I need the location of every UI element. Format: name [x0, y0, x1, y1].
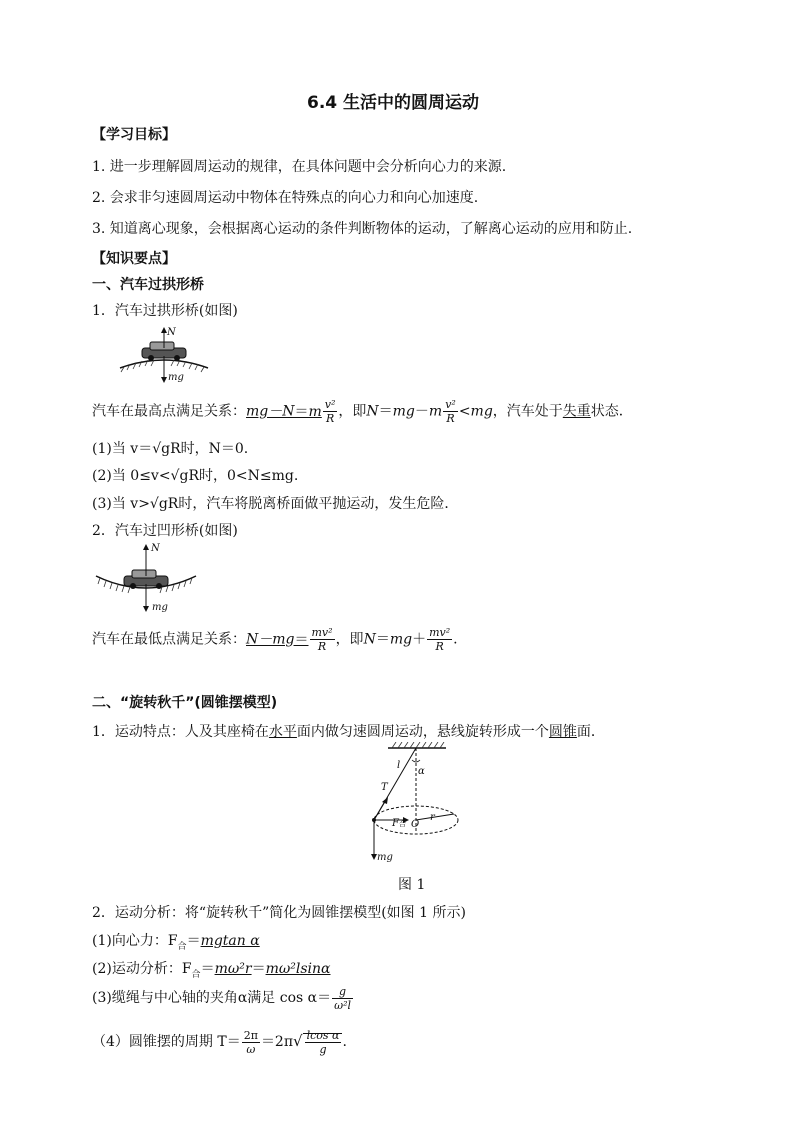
conical-pendulum-figure	[364, 742, 464, 870]
item-motion-analysis: 2．运动分析：将“旋转秋千”简化为圆锥摆模型(如图 1 所示)	[92, 905, 466, 921]
fig-label-N: N	[167, 327, 176, 338]
fig-label-mg: mg	[152, 602, 168, 613]
top-state: 失重	[562, 403, 591, 420]
a3-text: (3)缆绳与中心轴的夹角α满足 cos α＝	[92, 990, 332, 1006]
top-eq-lhs: mg－N	[246, 403, 295, 420]
top-mid1: ，即	[338, 403, 367, 420]
analysis-angle: (3)缆绳与中心轴的夹角α满足 cos α＝ $\frac{g}{\text{ω²l}}$	[92, 984, 351, 1012]
goal-item: 2. 会求非匀速圆周运动中物体在特殊点的向心力和向心加速度.	[92, 190, 479, 206]
arch-bridge-figure	[118, 326, 210, 386]
item-concave-bridge: 2．汽车过凹形桥(如图)	[92, 523, 238, 539]
fig-label-r: r	[430, 812, 435, 823]
fig-label-O: O	[411, 819, 420, 830]
item-motion-features	[92, 721, 605, 741]
concave-bridge-figure	[92, 542, 200, 616]
a2-text: (2)运动分析：F	[92, 961, 192, 977]
analysis-motion: (2)运动分析：$F_合=m\omega^2r=m\omega^2lsin\alpha$	[92, 961, 331, 980]
section-heading-goals: 【学习目标】	[92, 127, 176, 143]
fig-label-alpha: α	[418, 766, 425, 777]
a4-text: （4）圆锥摆的周期 T＝	[92, 1034, 241, 1050]
fig-label-mg: mg	[377, 852, 393, 863]
item1-underline-cone: 圆锥	[548, 724, 577, 740]
top-point-relation: 汽车在最高点满足关系：mg－N＝m $\frac{\text{v²}}{R}$ ，即N＝mg－m $\frac{\text{v²}}{R}$ <mg，汽车处于失重状态．	[92, 398, 633, 425]
page-title: 6.4 生活中的圆周运动	[307, 93, 480, 113]
a4-mid: ＝2π	[260, 1034, 294, 1050]
item-arch-bridge: 1．汽车过拱形桥(如图)	[92, 303, 238, 319]
case-item: (1)当 v＝√gR时，N＝0.	[92, 441, 249, 457]
case-item: (2)当 0≤v<√gR时，0<N≤mg.	[92, 468, 299, 484]
a1-text: (1)向心力：F	[92, 933, 178, 949]
a2-sub: 合	[191, 969, 201, 980]
fig-label-F	[392, 818, 406, 829]
analysis-period: （4）圆锥摆的周期 T＝ $\frac{2\pi}{\omega}$ ＝2π√ $\frac{\text{lcos α}}{g}$ .	[92, 1028, 347, 1056]
fig-label-l: l	[397, 760, 401, 771]
figure-caption: 图 1	[398, 877, 426, 893]
subsection-heading-conical-pendulum: 二、“旋转秋千”(圆锥摆模型)	[92, 695, 278, 711]
case-item: (3)当 v>√gR时，汽车将脱离桥面做平抛运动，发生危险．	[92, 496, 459, 512]
fig-label-mg: mg	[168, 372, 184, 383]
a1-rhs: mgtan α	[200, 933, 260, 949]
section-heading-knowledge: 【知识要点】	[92, 251, 176, 267]
a2-eq: ＝	[200, 961, 215, 977]
goal-item: 3. 知道离心现象，会根据离心运动的条件判断物体的运动，了解离心运动的应用和防止.	[92, 221, 633, 237]
a2-r1: mω²r	[214, 961, 252, 977]
subsection-heading-arch-bridge: 一、汽车过拱形桥	[92, 277, 204, 293]
fig-label-N: N	[151, 543, 160, 554]
top-relation-label: 汽车在最高点满足关系：	[92, 403, 246, 420]
top-mid2: ，汽车处于	[492, 403, 563, 420]
fig-label-F-sub: 合	[398, 820, 406, 828]
bottom-mid: ，即	[335, 631, 364, 648]
item1-text: 面．	[576, 724, 605, 740]
a1-sub: 合	[177, 941, 187, 952]
bottom-relation-label: 汽车在最低点满足关系：	[92, 631, 246, 648]
goal-item: 1. 进一步理解圆周运动的规律，在具体问题中会分析向心力的来源.	[92, 159, 507, 175]
top-end: 状态．	[590, 403, 633, 420]
a1-eq: ＝	[186, 933, 201, 949]
item1-text: 面内做匀速圆周运动，悬线旋转形成一个	[296, 724, 549, 740]
fig-label-F-letter: F	[392, 818, 399, 829]
fig-label-T: T	[381, 782, 388, 793]
bottom-eq-lhs: N－mg	[246, 631, 295, 648]
analysis-centripetal-force	[92, 930, 260, 952]
bottom-point-relation: 汽车在最低点满足关系：N－mg＝ $\frac{\text{mv²}}{R}$ ，即N＝mg＋ $\frac{\text{mv²}}{R}$ .	[92, 626, 458, 653]
item1-underline-horizontal: 水平	[268, 724, 297, 740]
a2-r2: mω²lsinα	[265, 961, 331, 977]
item1-text: 1．运动特点：人及其座椅在	[92, 724, 269, 740]
